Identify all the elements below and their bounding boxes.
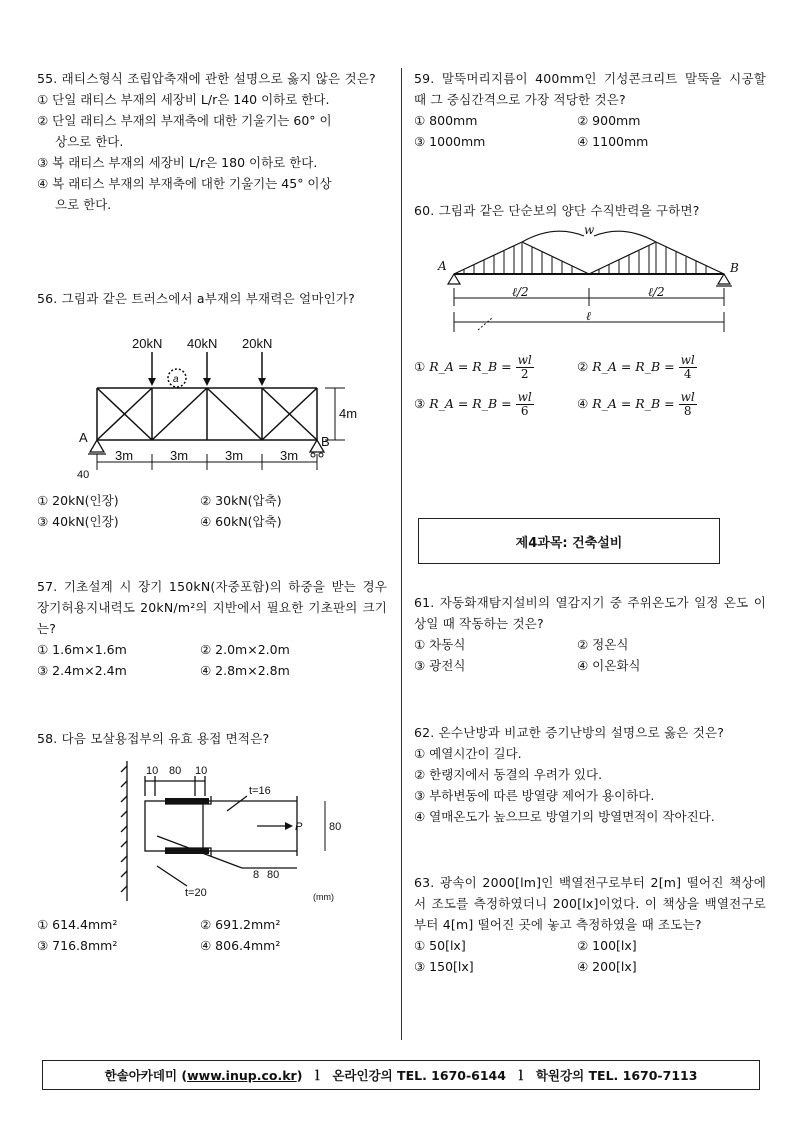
- option-2: ② 2.0m×2.0m: [200, 642, 290, 657]
- half-span-label-2: ℓ/2: [648, 285, 665, 299]
- question-57: [37, 576, 387, 681]
- option-3: ③ 716.8mm²: [37, 938, 118, 953]
- span-label-1: 3m: [115, 448, 134, 463]
- support-b-label: B: [730, 261, 739, 275]
- unit-label: (mm): [313, 892, 334, 902]
- support-a-label: A: [438, 259, 447, 273]
- option-2: ② 30kN(압축): [200, 493, 282, 508]
- force-label: P: [295, 821, 303, 833]
- question-56-options: [37, 490, 387, 532]
- height-label: 4m: [339, 406, 358, 421]
- option-3: ③ 1000mm: [414, 134, 486, 149]
- option-4-cont: 으로 한다.: [55, 197, 112, 212]
- load-w-label: w: [584, 226, 595, 237]
- span-label-2: 3m: [170, 448, 189, 463]
- thickness-label-1: t=16: [249, 785, 271, 797]
- option-3: ③ 2.4m×2.4m: [37, 663, 127, 678]
- option-3: ③ R_A = R_B = $\frac{wl}{6}$: [414, 390, 532, 418]
- load-label-3: 20kN: [242, 336, 273, 351]
- section-header: [418, 518, 720, 564]
- truss-figure: [77, 334, 387, 484]
- option-1: ① 614.4mm²: [37, 917, 118, 932]
- span-label: ℓ: [586, 309, 591, 323]
- question-stem: 57. 기초설계 시 장기 150kN(자중포함)의 하중을 받는 경우 장기허용지내력도 20kN/m²의 지반에서 필요한 기초판의 크기는?: [37, 579, 387, 636]
- span-label-3: 3m: [225, 448, 244, 463]
- option-2: ② R_A = R_B = $\frac{wl}{4}$: [577, 353, 695, 381]
- option-2: ② 900mm: [577, 113, 641, 128]
- question-61: [414, 592, 766, 676]
- span-label-4: 3m: [280, 448, 299, 463]
- option-2: ② 100[lx]: [577, 938, 637, 953]
- option-1: ① 차동식: [414, 637, 466, 652]
- question-stem: 61. 자동화재탐지설비의 열감지기 중 주위온도가 일정 온도 이상일 때 작동하는 것은?: [414, 595, 766, 631]
- option-4: ④ 200[lx]: [577, 959, 637, 974]
- handwritten-note: 40: [77, 469, 90, 481]
- footer-contact: ) ｌ 온라인강의 TEL. 1670-6144 ｌ 학원강의 TEL. 1670-7113: [296, 1068, 698, 1083]
- option-4: ④ 1100mm: [577, 134, 649, 149]
- option-1: ① R_A = R_B = $\frac{wl}{2}$: [414, 353, 532, 381]
- option-4: ④ 2.8m×2.8m: [200, 663, 290, 678]
- load-label-1: 20kN: [132, 336, 163, 351]
- question-59: [414, 68, 766, 152]
- option-2: ② 단일 래티스 부재의 부재축에 대한 기울기는 60° 이: [37, 113, 332, 128]
- height-label: 80: [329, 821, 342, 833]
- question-58-options: [37, 914, 387, 956]
- option-2-cont: 상으로 한다.: [55, 134, 124, 149]
- weld-size-label: 8: [253, 869, 260, 881]
- thickness-label-2: t=20: [185, 887, 207, 899]
- option-2: ② 691.2mm²: [200, 917, 281, 932]
- option-4: ④ 806.4mm²: [200, 938, 281, 953]
- support-a-label: A: [79, 430, 88, 445]
- question-stem: 63. 광속이 2000[lm]인 백열전구로부터 2[m] 떨어진 책상에서 조도를 측정하였더니 200[lx]이었다. 이 책상을 백열전구로부터 4[m] 떨어진 곳에 놓고 측정하였을 때 조도는?: [414, 875, 766, 932]
- question-63: [414, 872, 766, 977]
- footer-academy: 한솔아카데미 (: [104, 1068, 188, 1083]
- option-3: ③ 광전식: [414, 658, 466, 673]
- option-2: ② 한랭지에서 동결의 우려가 있다.: [414, 767, 603, 782]
- dim-label-2: 80: [169, 765, 182, 777]
- option-2: ② 정온식: [577, 637, 629, 652]
- question-60-options: [414, 354, 766, 418]
- weld-figure: [117, 756, 347, 906]
- dim-label-1: 10: [146, 765, 159, 777]
- option-1: ① 단일 래티스 부재의 세장비 L/r은 140 이하로 한다.: [37, 92, 330, 107]
- half-span-label-1: ℓ/2: [512, 285, 529, 299]
- option-4: ④ 복 래티스 부재의 부재축에 대한 기울기는 45° 이상: [37, 176, 332, 191]
- question-55: [37, 68, 387, 215]
- question-58: [37, 728, 387, 749]
- question-stem: 62. 온수난방과 비교한 증기난방의 설명으로 옳은 것은?: [414, 725, 725, 740]
- beam-figure: [434, 226, 754, 344]
- question-stem: 55. 래티스형식 조립압축재에 관한 설명으로 옳지 않은 것은?: [37, 71, 376, 86]
- option-1: ① 50[lx]: [414, 938, 466, 953]
- question-56: [37, 288, 387, 309]
- page-footer: [42, 1060, 760, 1090]
- question-stem: 59. 말뚝머리지름이 400mm인 기성콘크리트 말뚝을 시공할 때 그 중심간격으로 가장 적당한 것은?: [414, 71, 766, 107]
- question-stem: 56. 그림과 같은 트러스에서 a부재의 부재력은 얼마인가?: [37, 291, 355, 306]
- question-60: [414, 200, 766, 221]
- option-1: ① 예열시간이 길다.: [414, 746, 522, 761]
- section-title: 제4과목: 건축설비: [515, 535, 623, 551]
- option-1: ① 1.6m×1.6m: [37, 642, 127, 657]
- column-divider: [401, 68, 402, 1040]
- option-4: ④ 이온화식: [577, 658, 641, 673]
- question-62: [414, 722, 766, 827]
- option-1: ① 800mm: [414, 113, 478, 128]
- question-stem: 60. 그림과 같은 단순보의 양단 수직반력을 구하면?: [414, 203, 700, 218]
- option-4: ④ 열매온도가 높으므로 방열기의 방열면적이 작아진다.: [414, 809, 715, 824]
- support-b-label: B: [321, 434, 330, 449]
- load-label-2: 40kN: [187, 336, 218, 351]
- option-1: ① 20kN(인장): [37, 493, 119, 508]
- weld-length-label: 80: [267, 869, 280, 881]
- option-3: ③ 부하변동에 따른 방열량 제어가 용이하다.: [414, 788, 655, 803]
- option-4: ④ 60kN(압축): [200, 514, 282, 529]
- question-stem: 58. 다음 모살용접부의 유효 용접 면적은?: [37, 731, 270, 746]
- dim-label-3: 10: [195, 765, 208, 777]
- option-3: ③ 40kN(인장): [37, 514, 119, 529]
- option-4: ④ R_A = R_B = $\frac{wl}{8}$: [577, 390, 695, 418]
- option-3: ③ 복 래티스 부재의 세장비 L/r은 180 이하로 한다.: [37, 155, 318, 170]
- option-3: ③ 150[lx]: [414, 959, 474, 974]
- footer-website-link[interactable]: www.inup.co.kr: [187, 1067, 297, 1083]
- member-a-label: a: [173, 374, 179, 385]
